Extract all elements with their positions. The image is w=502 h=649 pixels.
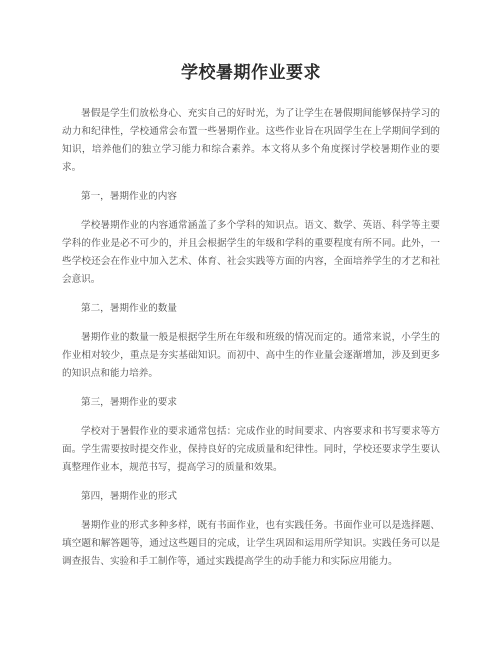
- intro-paragraph: 暑假是学生们放松身心、充实自己的好时光，为了让学生在暑假期间能够保持学习的动力和纪律性，学校通常会布置一些暑期作业。这些作业旨在巩固学生在上学期间学到的知识，培养他们的独立学习能力和综合素养。本文将从多个角度探讨学校暑期作业的要求。: [62, 108, 440, 173]
- body-paragraph: 暑期作业的数量一般是根据学生所在年级和班级的情况而定的。通常来说，小学生的作业相对较少，重点是夯实基础知识。而初中、高中生的作业量会逐渐增加，涉及到更多的知识点和能力培养。: [62, 332, 440, 379]
- body-paragraph: 学校暑期作业的内容通常涵盖了多个学科的知识点。语文、数学、英语、科学等主要学科的作业是必不可少的，并且会根据学生的年级和学科的重要程度有所不同。此外，一些学校还会在作业中加入艺术、体育、社会实践等方面的内容，全面培养学生的才艺和社会意识。: [62, 220, 440, 285]
- section-heading: 第二，暑期作业的数量: [81, 303, 177, 314]
- page-title: 学校暑期作业要求: [181, 63, 321, 83]
- section-heading: 第四，暑期作业的形式: [81, 491, 177, 502]
- body-paragraph: 暑期作业的形式多种多样，既有书面作业，也有实践任务。书面作业可以是选择题、填空题和解答题等，通过这些题目的完成，让学生巩固和运用所学知识。实践任务可以是调查报告、实验和手工制作等，通过实践提高学生的动手能力和实际应用能力。: [62, 520, 440, 567]
- section-heading: 第三，暑期作业的要求: [81, 397, 177, 408]
- body-paragraph: 学校对于暑假作业的要求通常包括：完成作业的时间要求、内容要求和书写要求等方面。学生需要按时提交作业，保持良好的完成质量和纪律性。同时，学校还要求学生要认真整理作业本，规范书写，提高学习的质量和效果。: [62, 426, 440, 473]
- section-heading: 第一，暑期作业的内容: [81, 191, 177, 202]
